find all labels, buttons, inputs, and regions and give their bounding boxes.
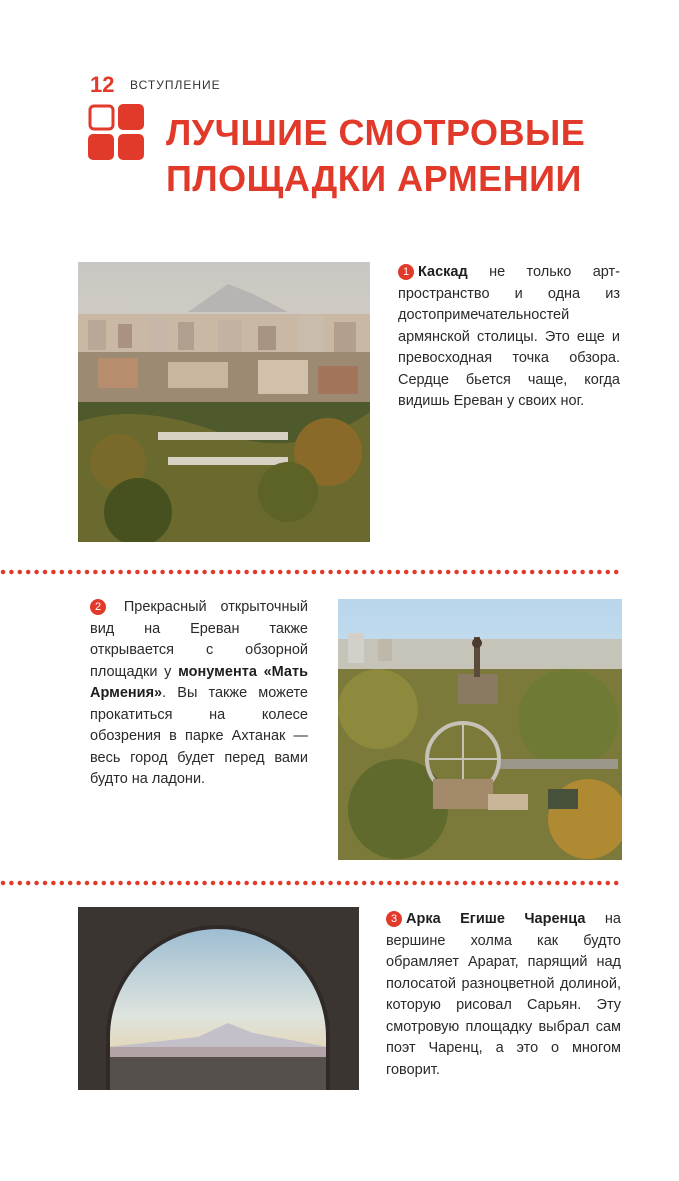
title-line-1: ЛУЧШИЕ СМОТРОВЫЕ	[166, 112, 586, 153]
spot-1-text	[398, 262, 620, 413]
spot-2-number: 2	[90, 599, 106, 615]
page-number: 12	[90, 72, 115, 97]
spot-3-description: на вершине холма как будто обрамляет Арарат, парящий над полосатой разноцветной долиной, которую рисовал Сарьян. Эту смотровую площадку выбрал сам поэт Чаренц, а это о многом говорит.	[386, 911, 621, 1078]
spot-3-number: 3	[386, 911, 402, 927]
charents-arch-photo	[78, 907, 359, 1090]
spot-2-text	[90, 597, 308, 791]
spot-3-text	[386, 909, 621, 1081]
grid-logo-icon	[88, 104, 144, 160]
mother-armenia-photo	[338, 599, 622, 860]
title-line-2: ПЛОЩАДКИ АРМЕНИИ	[166, 158, 582, 199]
spot-1-number: 1	[398, 264, 414, 280]
spot-1-description: не только арт-пространство и одна из достопримечательностей армянской столицы. Это еще и превосходная точка обзора. Сердце бьется чаще, когда видишь Ереван у своих ног.	[398, 264, 620, 409]
dotted-divider	[0, 569, 620, 575]
section-label: ВСТУПЛЕНИЕ	[130, 78, 221, 92]
spot-3-name: Арка Егише Чаренца	[406, 911, 586, 927]
spot-1-name: Каскад	[418, 264, 468, 280]
cascade-photo	[78, 262, 370, 542]
dotted-divider	[0, 880, 620, 886]
page-title	[166, 110, 646, 202]
spot-2-name: монумента «Мать Армения»	[90, 663, 308, 701]
spot-2-text-after: . Вы также можете прокатиться на колесе обозрения в парке Ахтанак — весь город будет перед вами будто на ладони.	[90, 685, 308, 787]
spot-2-text-before: Прекрасный открыточный вид на Ереван также открывается с обзорной площадки у	[90, 599, 308, 680]
